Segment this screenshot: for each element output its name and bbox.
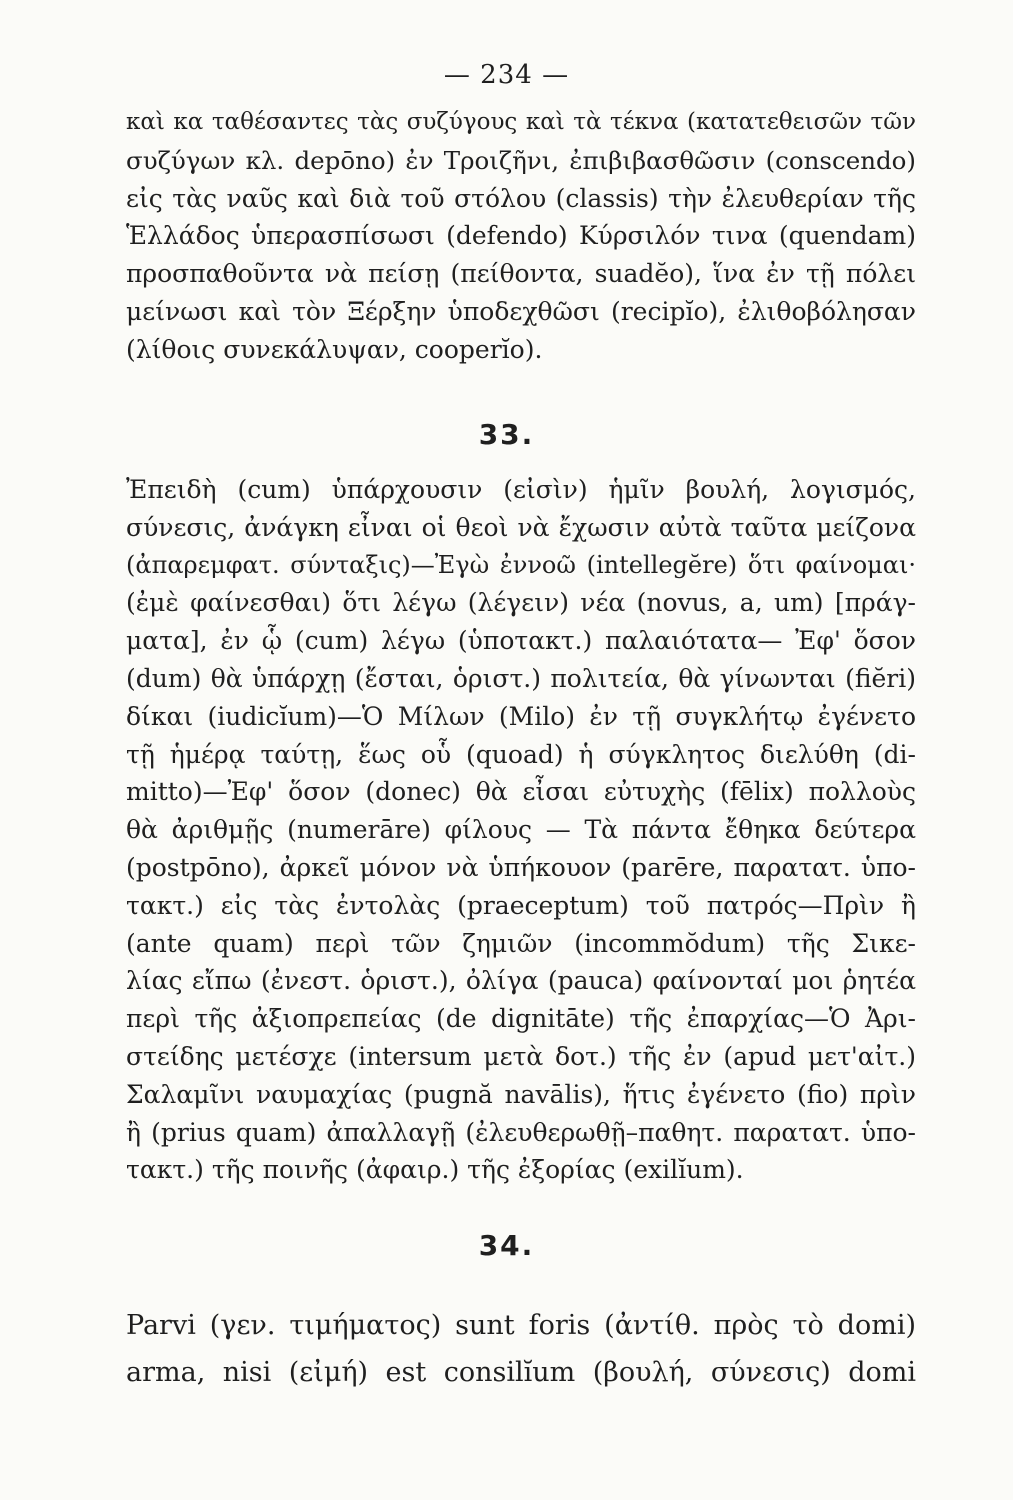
text-line: (ἐμὲ φαίνεσθαι) ὅτι λέγω (λέγειν) νέα (novus, a, um) [πράγ- [126, 588, 916, 618]
paragraph-1 [126, 104, 916, 369]
text-line: καὶ κα ταθέσαντες τὰς συζύγους καὶ τὰ τέκνα (κατατεθεισῶν τῶν [126, 109, 916, 135]
text-line: τακτ.) τῆς ποινῆς (ἀφαιρ.) τῆς ἐξορίας (exilĭum). [126, 1155, 744, 1185]
text-line: (ἀπαρεμφατ. σύνταξις)—Ἐγὼ ἐννοῶ (intellegĕre) ὅτι φαίνομαι· [126, 550, 916, 579]
page-number: — 234 — [443, 60, 570, 90]
text-line: περὶ τῆς ἀξιοπρεπείας (de dignitāte) τῆς ἐπαρχίας—Ὁ Ἀρι- [126, 1004, 916, 1034]
text-line: (λίθοις συνεκάλυψαν, cooperĭo). [126, 334, 543, 364]
text-line: εἰς τὰς ναῦς καὶ διὰ τοῦ στόλου (classis) τὴν ἐλευθερίαν τῆς [126, 183, 916, 213]
text-line: (dum) θὰ ὑπάρχῃ (ἔσται, ὁριστ.) πολιτεία, θὰ γίνωνται (fiĕri) [126, 663, 916, 693]
text-line: λίας εἴπω (ἐνεστ. ὁριστ.), ὀλίγα (pauca) φαίνονταί μοι ῥητέα [126, 966, 916, 996]
text-line: τακτ.) εἰς τὰς ἐντολὰς (praeceptum) τοῦ πατρός—Πρὶν ἢ [126, 890, 916, 920]
text-line: σύνεσις, ἀνάγκη εἶναι οἱ θεοὶ νὰ ἔχωσιν αὐτὰ ταῦτα μείζονα [126, 512, 916, 542]
text-line: στείδης μετέσχε (intersum μετὰ δοτ.) τῆς ἐν (apud μετ'αἰτ.) [126, 1041, 916, 1071]
text-line: προσπαθοῦντα νὰ πείσῃ (πείθοντα, suadĕo), ἵνα ἐν τῇ πόλει [126, 259, 916, 289]
text-line: ματα], ἐν ᾧ (cum) λέγω (ὑποτακτ.) παλαιότατα— Ἐφ' ὅσον [126, 626, 916, 656]
text-line: (ante quam) περὶ τῶν ζημιῶν (incommŏdum) τῆς Σικε- [126, 928, 916, 958]
text-line: δίκαι (iudicĭum)—Ὁ Μίλων (Milo) ἐν τῇ συγκλήτῳ ἐγένετο [126, 701, 916, 731]
text-line: θὰ ἀριθμῇς (numerāre) φίλους — Τὰ πάντα ἔθηκα δεύτερα [126, 815, 916, 845]
text-line: mitto)—Ἐφ' ὅσον (donec) θὰ εἶσαι εὐτυχὴς (fēlix) πολλοὺς [126, 777, 916, 807]
section-heading-34: 34. [478, 1229, 535, 1262]
section-heading-33: 33. [478, 418, 535, 451]
text-line: τῇ ἡμέρᾳ ταύτῃ, ἕως οὗ (quoad) ἡ σύγκλητος διελύθη (di- [126, 739, 916, 769]
text-line: μείνωσι καὶ τὸν Ξέρξην ὑποδεχθῶσι (recipĭo), ἐλιθοβόλησαν [126, 296, 916, 326]
text-line: (postpōno), ἀρκεῖ μόνον νὰ ὑπήκουον (parēre, παρατατ. ὑπο- [126, 852, 916, 882]
paragraph-3 [126, 1302, 916, 1396]
text-line: arma, nisi (εἰμή) est consilĭum (βουλή, σύνεσις) domi [126, 1357, 916, 1388]
text-line: συζύγων κλ. depōno) ἐν Τροιζῆνι, ἐπιβιβασθῶσιν (conscendo) [126, 145, 916, 175]
paragraph-2 [126, 471, 916, 1189]
text-line: Parvi (γεν. τιμήματος) sunt foris (ἀντίθ. πρὸς τὸ domi) [126, 1310, 916, 1341]
text-line: Ἐπειδὴ (cum) ὑπάρχουσιν (εἰσὶν) ἡμῖν βουλή, λογισμός, [126, 475, 916, 504]
text-line: Σαλαμῖνι ναυμαχίας (pugnă navālis), ἥτις ἐγένετο (fio) πρὶν [126, 1079, 916, 1109]
text-line: Ἑλλάδος ὑπερασπίσωσι (defendo) Κύρσιλόν τινα (quendam) [126, 221, 916, 251]
text-line: ἢ (prius quam) ἀπαλλαγῇ (ἐλευθερωθῇ–παθητ. παρατατ. ὑπο- [126, 1117, 916, 1147]
